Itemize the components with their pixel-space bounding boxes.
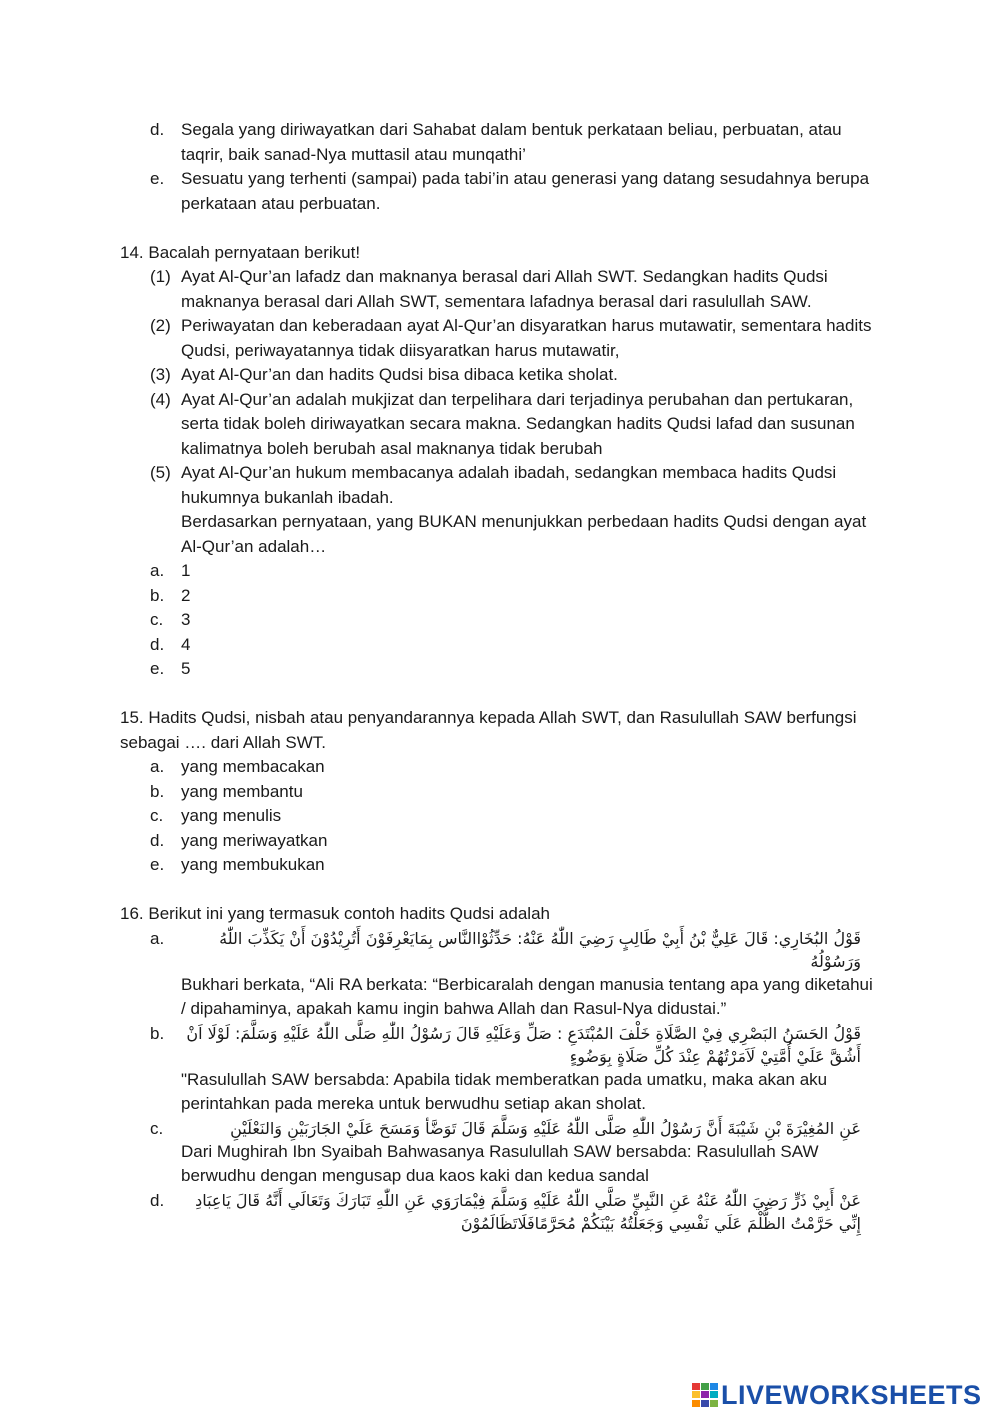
q14-option-b[interactable]	[0, 584, 881, 609]
q16-option-b[interactable]	[0, 1022, 1000, 1117]
worksheet-page	[0, 118, 1000, 1235]
option-marker: e.	[150, 169, 165, 188]
logo-cell	[710, 1400, 718, 1407]
arabic-text: عَنِ المُغِيْرَةَ بْنِ شَيْبَةَ أَنَّ رَسُوْلُ اللّٰهِ صَلَّى اللّٰهُ عَلَيْهِ وَسَلَّمَ قَالَ تَوَضَّأ وَمَسَحَ عَلَيْ الجَارَبَيْنِ وَالنَعْلَيْنِ	[230, 1118, 861, 1138]
statement-5	[0, 461, 881, 510]
translation-text: Dari Mughirah Ibn Syaibah Bahwasanya Rasulullah SAW bersabda: Rasulullah SAW berwudhu dengan mengusap dua kaos kaki dan kedua sandal	[181, 1141, 819, 1185]
q14-option-a[interactable]	[0, 559, 881, 584]
q15-option-c[interactable]	[0, 804, 881, 829]
q14-option-d[interactable]	[0, 633, 881, 658]
statement-marker: (4)	[150, 389, 171, 409]
option-text: 1	[181, 561, 191, 580]
option-marker: c.	[150, 1118, 164, 1138]
q15-option-e[interactable]	[0, 853, 881, 878]
option-text: 4	[181, 634, 191, 654]
option-text: 3	[181, 610, 191, 629]
option-marker: a.	[150, 928, 165, 948]
q16-option-a[interactable]	[0, 927, 1000, 1022]
q14-option-c[interactable]	[0, 608, 881, 633]
liveworksheets-footer[interactable]	[692, 1380, 982, 1410]
question-14-stem: 14. Bacalah pernyataan berikut!	[120, 242, 361, 262]
q15-option-d[interactable]	[0, 829, 881, 854]
statement-marker: (5)	[150, 463, 171, 482]
option-marker: a.	[150, 561, 165, 580]
option-marker: c.	[150, 610, 164, 629]
translation-text: "Rasulullah SAW bersabda: Apabila tidak memberatkan pada umatku, maka akan aku perintahkan pada mereka untuk berwudhu setiap akan sholat.	[181, 1069, 828, 1113]
option-text: yang menulis	[181, 806, 282, 825]
option-text: Sesuatu yang terhenti (sampai) pada tabi’in atau generasi yang datang sesudahnya berupa perkataan atau perbuatan.	[181, 169, 870, 213]
option-marker: b.	[150, 1023, 165, 1043]
logo-cell	[701, 1391, 709, 1398]
statement-text: Periwayatan dan keberadaan ayat Al-Qur’an disyaratkan harus mutawatir, sementara hadits Qudsi, periwayatannya tidak diisyaratkan harus mutawatir,	[181, 316, 872, 360]
arabic-text: عَنْ أَبِيْ ذَرٍّ رَضِيَ اللّٰهُ عَنْهُ عَنِ النَّبِيِّ صَلَّي اللّٰهُ عَلَيْهِ وَسَلَّمَ فِيْمَارَوَي عَنِ اللّٰهِ تَبَارَكَ وَتَعَالَي أَنَّهُ قَالَ يَاعِبَادِ إِنِّي حَرَّمْتُ الظُّلْمَ عَلَي نَفْسِي وَجَعَلْتُهُ بَيْنَكُمْ مُحَرَّمًافَلَاتَظَالَمُوْنَ	[195, 1190, 861, 1233]
question-14-prompt: Berdasarkan pernyataan, yang BUKAN menunjukkan perbedaan hadits Qudsi dengan ayat Al-Qur’an adalah…	[181, 512, 867, 556]
option-marker: b.	[150, 585, 165, 605]
option-text: yang membukukan	[181, 855, 325, 874]
statement-2	[0, 314, 881, 363]
option-text: Segala yang diriwayatkan dari Sahabat dalam bentuk perkataan beliau, perbuatan, atau taqrir, baik sanad-Nya muttasil atau munqathi’	[181, 120, 842, 164]
q16-option-c[interactable]	[0, 1117, 1000, 1189]
statement-marker: (1)	[150, 267, 171, 286]
option-text: 2	[181, 585, 191, 605]
logo-cell	[692, 1400, 700, 1407]
logo-cell	[710, 1383, 718, 1390]
liveworksheets-logo-icon	[692, 1383, 718, 1407]
prev-option-e	[0, 167, 881, 216]
statement-marker: (2)	[150, 316, 171, 335]
q16-option-d[interactable]	[0, 1189, 1000, 1235]
logo-cell	[701, 1400, 709, 1407]
statement-4	[0, 388, 881, 462]
option-marker: b.	[150, 781, 165, 801]
statement-1	[0, 265, 881, 314]
option-marker: d.	[150, 120, 165, 139]
statement-3	[0, 363, 881, 388]
option-marker: d.	[150, 830, 165, 850]
logo-cell	[701, 1383, 709, 1390]
statement-text: Ayat Al-Qur’an lafadz dan maknanya berasal dari Allah SWT. Sedangkan hadits Qudsi maknanya berasal dari Allah SWT, sementara lafadnya berasal dari rasulullah SAW.	[181, 267, 828, 311]
q15-option-a[interactable]	[0, 755, 881, 780]
statement-text: Ayat Al-Qur’an adalah mukjizat dan terpelihara dari terjadinya perubahan dan pertukaran, serta tidak boleh diriwayatkan secara makna. Sedangkan hadits Qudsi lafad dan susunan kalimatnya boleh berubah asal maknanya tidak berubah	[181, 389, 855, 458]
logo-cell	[710, 1391, 718, 1398]
option-text: yang meriwayatkan	[181, 830, 328, 850]
question-15-stem: 15. Hadits Qudsi, nisbah atau penyandarannya kepada Allah SWT, dan Rasulullah SAW berfungsi sebagai …. dari Allah SWT.	[120, 708, 857, 752]
option-marker: a.	[150, 757, 165, 776]
option-marker: d.	[150, 634, 165, 654]
logo-cell	[692, 1391, 700, 1398]
prev-option-d	[0, 118, 881, 167]
option-marker: e.	[150, 855, 165, 874]
option-text: yang membantu	[181, 781, 303, 801]
option-marker: d.	[150, 1190, 165, 1210]
translation-text: Bukhari berkata, “Ali RA berkata: “Berbicaralah dengan manusia tentang apa yang diketahui / dipahaminya, apakah kamu ingin bahwa Allah dan Rasul-Nya didustai.”	[181, 974, 873, 1018]
option-text: 5	[181, 659, 191, 678]
statement-marker: (3)	[150, 365, 171, 384]
option-text: yang membacakan	[181, 757, 325, 776]
arabic-text: قَوْلُ الحَسَنُ البَصْرِي فِيْ الصَّلَاةِ خَلْفَ المُبْتَدَعِ : صَلِّ وَعَلَيْهِ قَالَ رَسُوْلُ اللّٰهِ صَلَّى اللّٰهُ عَلَيْهِ وَسَلَّمَ: لَوْلَا اَنْ أَشُقَّ عَلَيْ أُمَّتِيْ لَاَمَرْتُهُمْ عِنْدَ كُلِّ صَلَاةٍ بِوَضُوءٍ	[186, 1023, 861, 1066]
option-marker: e.	[150, 659, 165, 678]
q14-option-e[interactable]	[0, 657, 881, 682]
logo-cell	[692, 1383, 700, 1390]
brand-name: LIVEWORKSHEETS	[721, 1379, 982, 1410]
question-16-stem: 16. Berikut ini yang termasuk contoh hadits Qudsi adalah	[120, 904, 550, 923]
arabic-text: قَوْلُ البُخَارِي: قَالَ عَلِيٌّ بْنُ أَبِيْ طَالِبٍ رَضِيَ اللّٰهُ عَنْهُ: حَدِّثُوْاالنَّاس بِمَايَعْرِفَوْنَ أَتُرِيْدُوْنَ أَنْ يَكَذِّبَ اللّٰهُ وَرَسُوْلُهُ	[219, 928, 861, 971]
statement-text: Ayat Al-Qur’an dan hadits Qudsi bisa dibaca ketika sholat.	[181, 365, 618, 384]
statement-text: Ayat Al-Qur’an hukum membacanya adalah ibadah, sedangkan membaca hadits Qudsi hukumnya bukanlah ibadah.	[181, 463, 837, 507]
option-marker: c.	[150, 806, 164, 825]
q15-option-b[interactable]	[0, 780, 881, 805]
